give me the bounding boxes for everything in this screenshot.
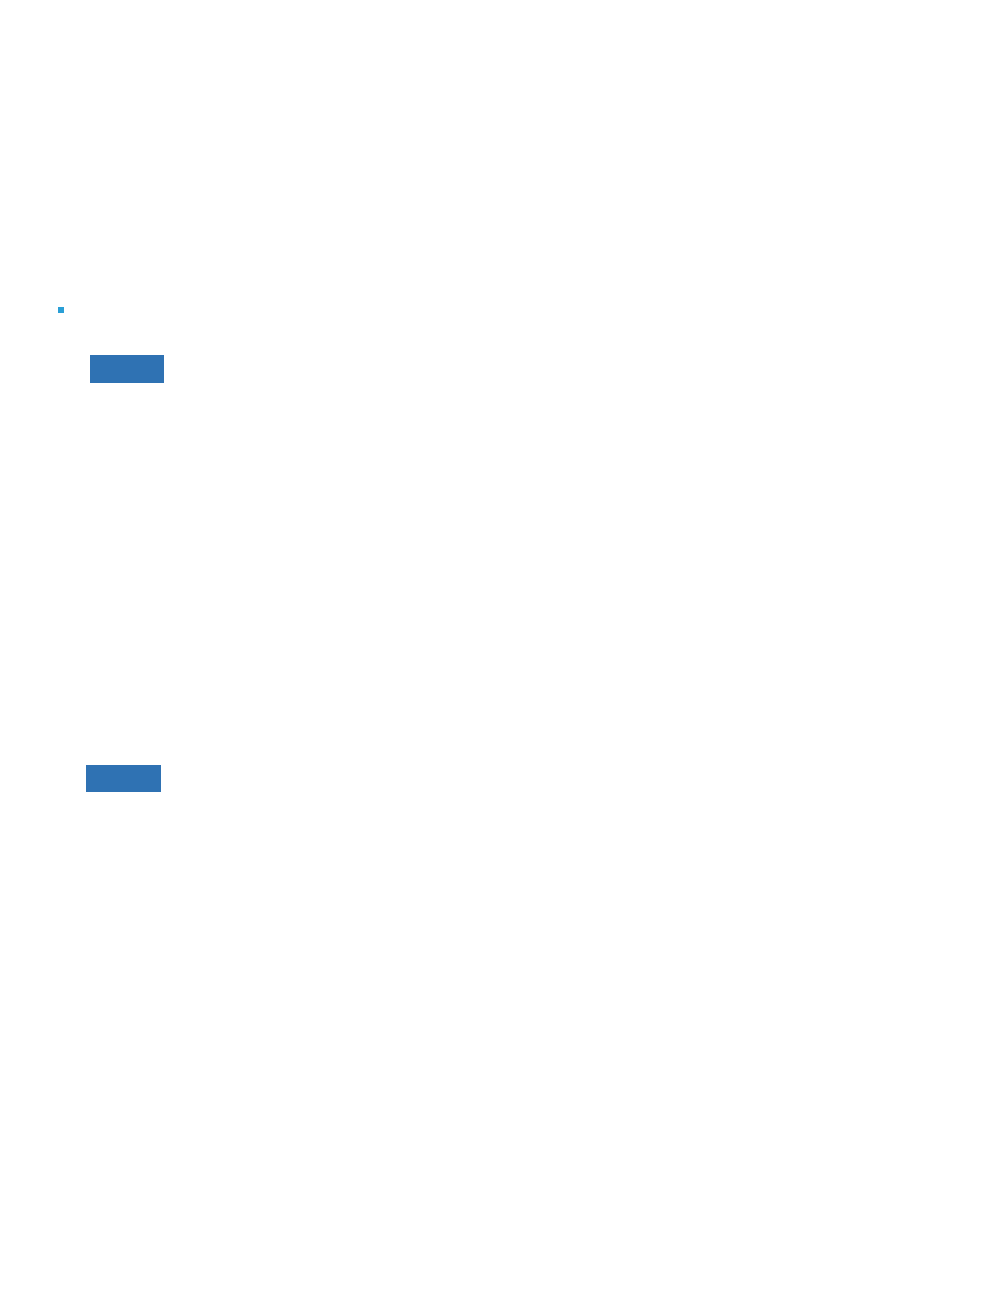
exercise-2-badge (86, 765, 161, 792)
liveworksheets-mark-icon (697, 1259, 720, 1282)
square-bullet-icon (58, 307, 64, 313)
exercise-1-badge (90, 355, 164, 383)
liveworksheets-logo[interactable] (697, 1256, 723, 1284)
section-heading (58, 300, 88, 323)
